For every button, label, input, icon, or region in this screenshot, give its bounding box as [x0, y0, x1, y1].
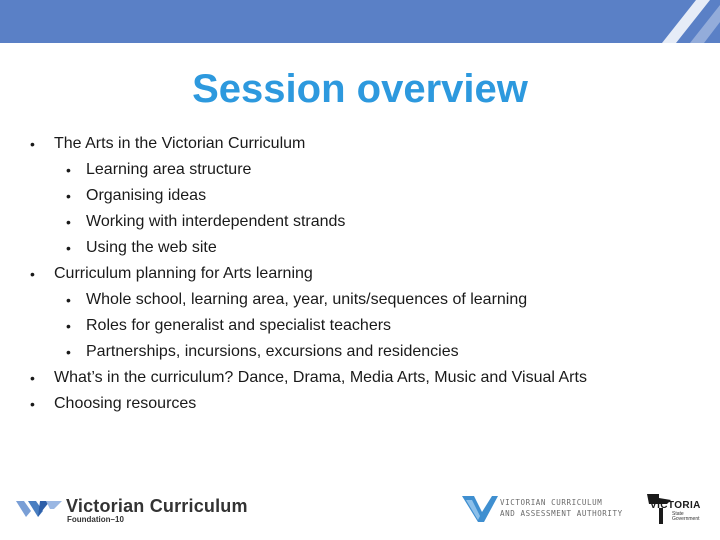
- sub-bullet-text: Whole school, learning area, year, units/sequences of learning: [86, 291, 528, 308]
- bullet-marker: •: [30, 370, 35, 386]
- sub-bullet-marker: •: [66, 240, 71, 256]
- vcaa-line-2: AND ASSESSMENT AUTHORITY: [500, 509, 623, 518]
- slide-title: Session overview: [192, 67, 528, 111]
- bullet-marker: •: [30, 266, 35, 282]
- victoria-logo-text: VICTORIA: [650, 500, 701, 511]
- vcaa-logo-text: [500, 497, 623, 519]
- sub-bullet-marker: •: [66, 292, 71, 308]
- bullet-text: The Arts in the Victorian Curriculum: [54, 135, 306, 152]
- victoria-logo-subtext: [672, 512, 700, 522]
- sub-bullet-text: Using the web site: [86, 239, 217, 256]
- sub-bullet-marker: •: [66, 188, 71, 204]
- sub-bullet-marker: •: [66, 318, 71, 334]
- bullet-text: Choosing resources: [54, 395, 197, 412]
- sub-bullet-text: Organising ideas: [86, 187, 207, 204]
- victorian-curriculum-logo-subtext: Foundation–10: [67, 515, 124, 524]
- sub-bullet-marker: •: [66, 214, 71, 230]
- vcaa-check-mark-icon: [462, 494, 498, 524]
- victoria-sub-line-2: Government: [672, 516, 700, 522]
- sub-bullet-text: Working with interdependent strands: [86, 213, 346, 230]
- sub-bullet-marker: •: [66, 162, 71, 178]
- bullet-text: Curriculum planning for Arts learning: [54, 265, 313, 282]
- bullet-text: What’s in the curriculum? Dance, Drama, Media Arts, Music and Visual Arts: [54, 369, 587, 386]
- sub-bullet-text: Partnerships, incursions, excursions and residencies: [86, 343, 459, 360]
- sub-bullet-text: Learning area structure: [86, 161, 252, 178]
- sub-bullet-text: Roles for generalist and specialist teachers: [86, 317, 392, 334]
- vcaa-line-1: VICTORIAN CURRICULUM: [500, 498, 603, 507]
- victoria-sub-line-1: State: [672, 511, 684, 517]
- top-banner: [0, 0, 720, 43]
- victorian-curriculum-mark-icon: [16, 497, 62, 519]
- sub-bullet-marker: •: [66, 344, 71, 360]
- bullet-marker: •: [30, 396, 35, 412]
- banner-stripe-decoration: [600, 0, 720, 43]
- bullet-marker: •: [30, 136, 35, 152]
- victorian-curriculum-logo-text: Victorian Curriculum: [66, 496, 248, 516]
